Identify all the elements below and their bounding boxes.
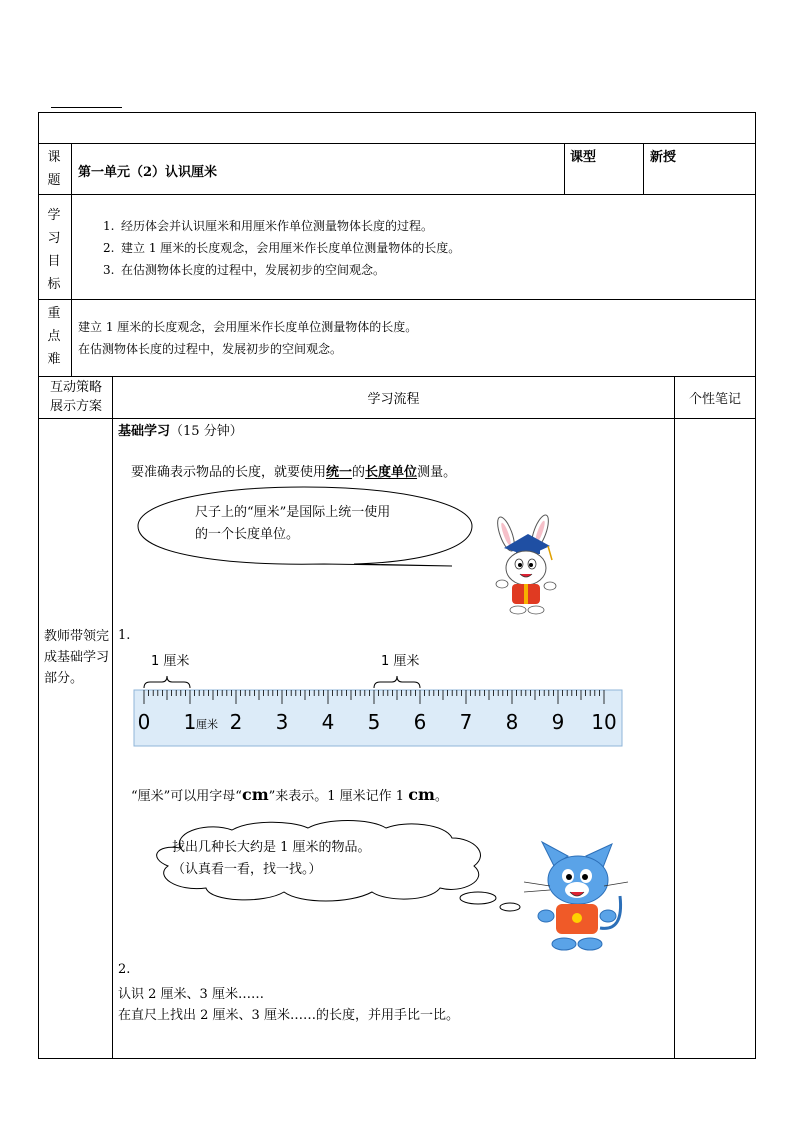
table-border-bottom	[38, 1058, 756, 1059]
row-line	[38, 376, 756, 377]
key-points-label: 重点难	[47, 306, 61, 367]
ruler-number: 5	[367, 710, 381, 734]
ruler-number: 10	[591, 710, 617, 734]
course-title: 第一单元（2）认识厘米	[78, 165, 218, 180]
col-line	[71, 143, 72, 376]
rabbit-mascot-illustration	[484, 512, 564, 618]
objectives-label: 学习目标	[47, 208, 61, 292]
step-2-line: 在直尺上找出 2 厘米、3 厘米……的长度，并用手比一比。	[118, 1008, 459, 1023]
course-type-value: 新授	[650, 150, 677, 165]
key-point-line: 在估测物体长度的过程中，发展初步的空间观念。	[78, 342, 343, 356]
table-border-top	[38, 112, 756, 113]
row-line	[38, 299, 756, 300]
ruler-number: 1	[183, 710, 197, 734]
ruler-number: 8	[505, 710, 519, 734]
step-2-number: 2.	[118, 962, 131, 977]
objective-item: 3. 在估测物体长度的过程中，发展初步的空间观念。	[103, 263, 386, 277]
ruler-number: 6	[413, 710, 427, 734]
table-border-left	[38, 112, 39, 1059]
col-line	[643, 143, 644, 194]
course-type-label: 课型	[570, 150, 597, 165]
step-1-number: 1.	[118, 628, 131, 643]
ruler-number: 7	[459, 710, 473, 734]
header-rule	[51, 107, 122, 108]
ruler	[126, 668, 630, 752]
course-label: 课题	[47, 150, 61, 188]
ruler-number: 9	[551, 710, 565, 734]
brace-0-1	[144, 676, 190, 688]
strategy-header: 互动策略 展示方案	[49, 380, 102, 414]
table-border-right	[755, 112, 756, 1059]
intro-sentence: 要准确表示物品的长度，就要使用统一的长度单位测量。	[131, 465, 457, 480]
step-2-line: 认识 2 厘米、3 厘米……	[118, 987, 264, 1002]
ruler-number: 3	[275, 710, 289, 734]
cm-note: “厘米”可以用字母“cm”来表示。1 厘米记作 1 cm。	[131, 785, 448, 804]
col-line	[112, 376, 113, 1058]
ruler-number: 2	[229, 710, 243, 734]
notes-header: 个性笔记	[688, 392, 741, 407]
objective-item: 2. 建立 1 厘米的长度观念，会用厘米作长度单位测量物体的长度。	[103, 241, 461, 255]
key-point-line: 建立 1 厘米的长度观念，会用厘米作长度单位测量物体的长度。	[78, 320, 418, 334]
cat-mascot-illustration	[520, 836, 630, 954]
brace-label-right: 1 厘米	[381, 654, 420, 669]
row-line	[38, 194, 756, 195]
section-title: 基础学习（15 分钟）	[118, 424, 243, 439]
col-line	[564, 143, 565, 194]
brace-label-left: 1 厘米	[151, 654, 190, 669]
bubble1-text: 尺子上的“厘米”是国际上统一使用 的一个长度单位。	[195, 505, 391, 542]
row-line	[38, 143, 756, 144]
cloud-text: 找出几种长大约是 1 厘米的物品。 （认真看一看，找一找。）	[172, 840, 371, 877]
strategy-text: 教师带领完成基础学习部分。	[44, 629, 110, 686]
ruler-number: 4	[321, 710, 335, 734]
objective-item: 1. 经历体会并认识厘米和用厘米作单位测量物体长度的过程。	[103, 219, 434, 233]
brace-5-6	[374, 676, 420, 688]
row-line	[38, 418, 756, 419]
ruler-number: 0	[137, 710, 151, 734]
flow-header: 学习流程	[367, 392, 420, 407]
col-line	[674, 376, 675, 1058]
ruler-unit-label: 厘米	[196, 718, 218, 731]
